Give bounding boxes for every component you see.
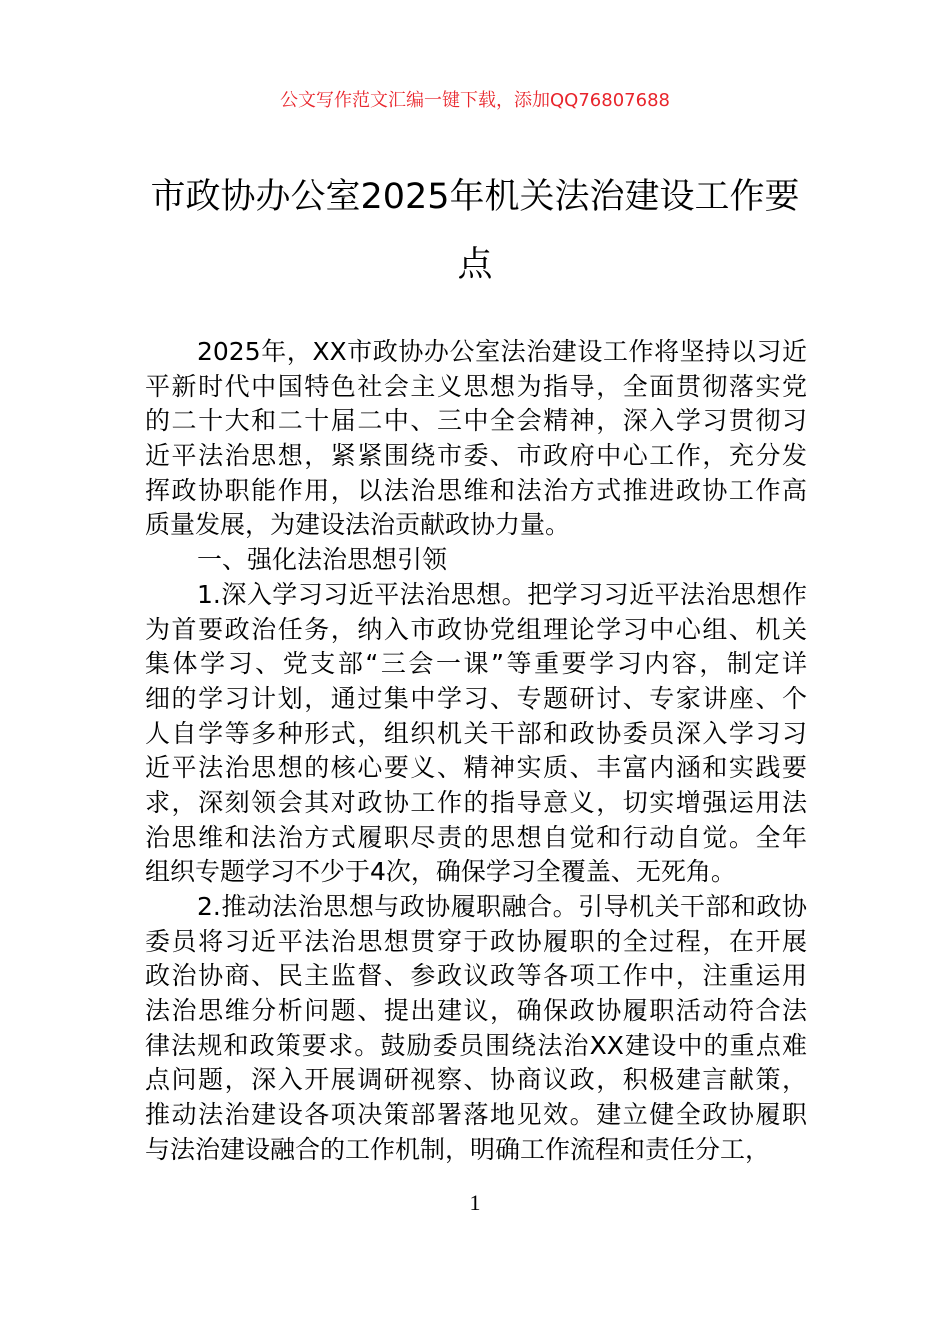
paragraph-line: 治思维和法治方式履职尽责的思想自觉和行动自觉。全年 (145, 822, 807, 852)
paragraph-line: 质量发展，为建设法治贡献政协力量。 (145, 510, 571, 540)
paragraph-line: 的二十大和二十届二中、三中全会精神，深入学习贯彻习 (145, 406, 807, 436)
paragraph-line: 2.推动法治思想与政协履职融合。引导机关干部和政协 (197, 892, 807, 921)
paragraph-line: 求，深刻领会其对政协工作的指导意义，切实增强运用法 (145, 787, 807, 817)
paragraph-line: 与法治建设融合的工作机制，明确工作流程和责任分工， (145, 1134, 771, 1164)
paragraph-line: 委员将习近平法治思想贯穿于政协履职的全过程，在开展 (145, 926, 807, 956)
paragraph-line: 人自学等多种形式，组织机关干部和政协委员深入学习习 (145, 718, 807, 748)
paragraph-line: 推动法治建设各项决策部署落地见效。建立健全政协履职 (145, 1100, 807, 1130)
paragraph-line: 为首要政治任务，纳入市政协党组理论学习中心组、机关 (145, 614, 807, 644)
paragraph-line: 近平法治思想，紧紧围绕市委、市政府中心工作，充分发 (145, 441, 807, 471)
doc-body (145, 335, 807, 1168)
paragraph-line: 集体学习、党支部“三会一课”等重要学习内容，制定详 (145, 649, 807, 679)
paragraph-line: 法治思维分析问题、提出建议，确保政协履职活动符合法 (145, 996, 807, 1026)
paragraph-line: 一、强化法治思想引领 (197, 545, 448, 575)
paragraph-line: 政治协商、民主监督、参政议政等各项工作中，注重运用 (145, 961, 807, 991)
page-number: 1 (469, 1190, 481, 1215)
paragraph-line: 律法规和政策要求。鼓励委员围绕法治XX建设中的重点难 (145, 1030, 807, 1060)
paragraph-line: 组织专题学习不少于4次，确保学习全覆盖、无死角。 (145, 857, 736, 887)
download-banner: 公文写作范文汇编一键下载，添加QQ76807688 (280, 90, 670, 111)
paragraph-line: 2025年，XX市政协办公室法治建设工作将坚持以习近 (197, 337, 807, 366)
paragraph-line: 挥政协职能作用，以法治思维和法治方式推进政协工作高 (145, 475, 807, 505)
paragraph-line: 细的学习计划，通过集中学习、专题研讨、专家讲座、个 (145, 683, 807, 713)
doc-title-line2: 点 (457, 245, 493, 285)
paragraph-line: 平新时代中国特色社会主义思想为指导，全面贯彻落实党 (145, 371, 807, 401)
paragraph-line: 近平法治思想的核心要义、精神实质、丰富内涵和实践要 (145, 753, 807, 783)
doc-title-line1: 市政协办公室2025年机关法治建设工作要 (150, 177, 800, 217)
paragraph-line: 1.深入学习习近平法治思想。把学习习近平法治思想作 (197, 579, 807, 609)
paragraph-line: 点问题，深入开展调研视察、协商议政，积极建言献策， (145, 1065, 807, 1095)
